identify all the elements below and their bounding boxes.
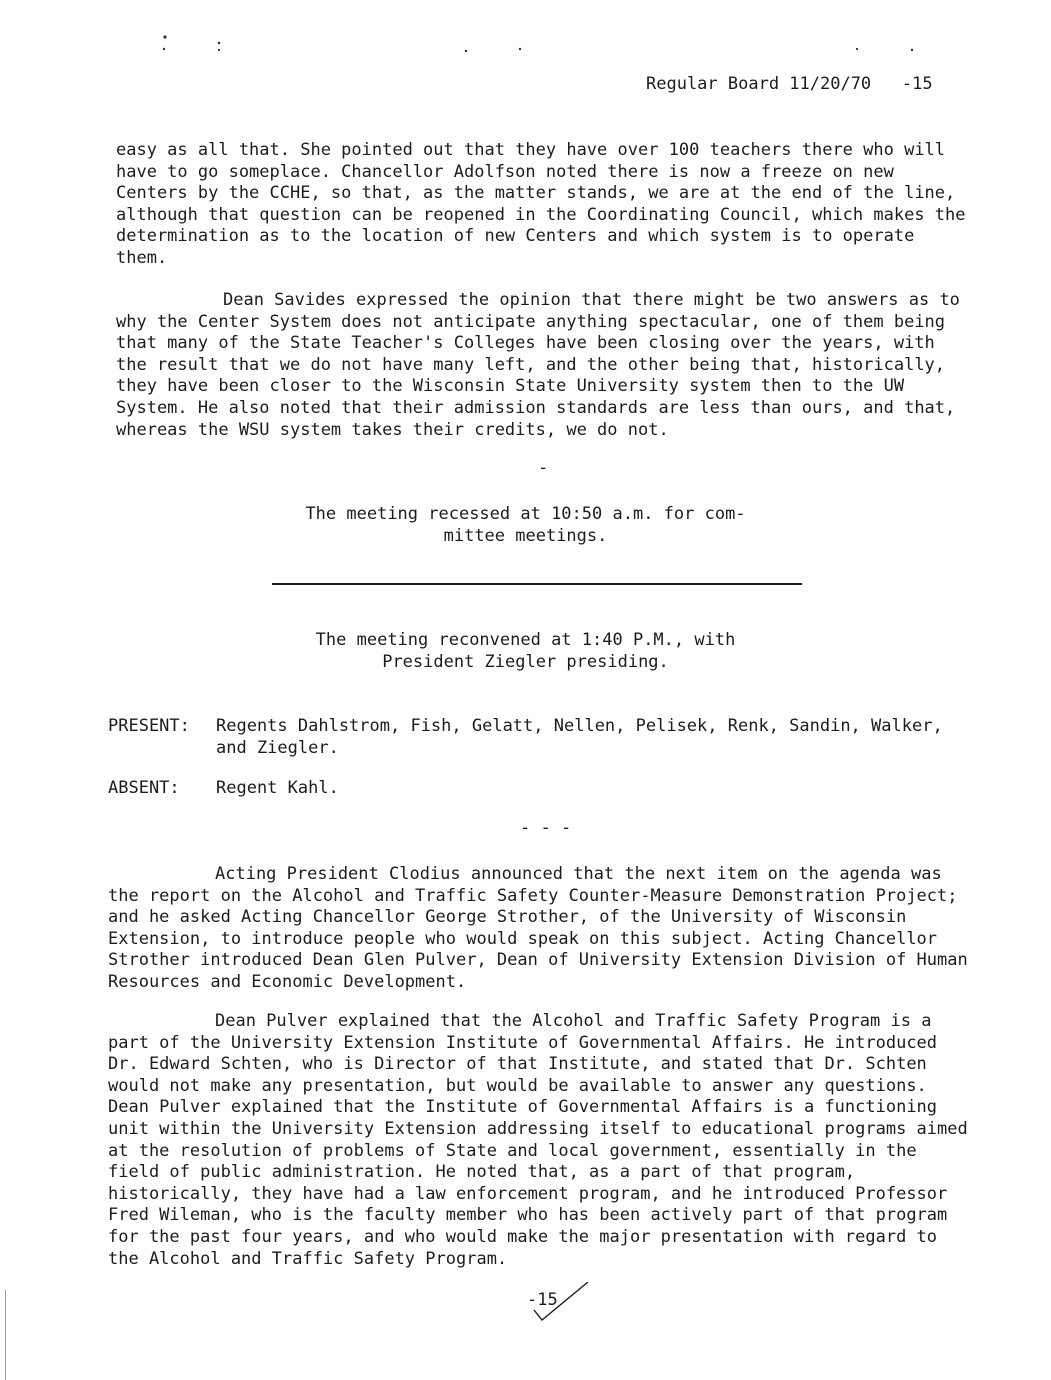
- reconvene-line-2: President Ziegler presiding.: [382, 652, 669, 672]
- reconvene-line-1: The meeting reconvened at 1:40 P.M., with: [315, 630, 736, 650]
- present-list: Regents Dahlstrom, Fish, Gelatt, Nellen, Pelisek, Renk, Sandin, Walker, and Ziegler.: [216, 716, 943, 758]
- header-title: Regular Board 11/20/70: [646, 74, 872, 94]
- scan-edge-line: [5, 1290, 6, 1380]
- scan-specks: [0, 0, 1051, 80]
- footer-folio: -15: [527, 1290, 558, 1310]
- paragraph-dean-savides: Dean Savides expressed the opinion that there might be two answers as to why the Center System does not anticipate anything spectacular, one of them being that many of the State Teacher's Colleges have been closing over the years, with the result that we do not have many left, and the other being that, historically, they have been closer to the Wisconsin State University system then to the UW System. He also noted that their admission standards are less than ours, and that, whereas the WSU system takes their credits, we do not.: [116, 290, 960, 440]
- paragraph-dean-pulver: Dean Pulver explained that the Alcohol and Traffic Safety Program is a part of the University Extension Institute of Governmental Affairs. He introduced Dr. Edward Schten, who is Director of that Institute, and stated that Dr. Schten would not make any presentation, but would be available to answer any questions. Dean Pulver explained that the Institute of Governmental Affairs is a functioning unit within the University Extension addressing itself to educational programs aimed at the resolution of problems of State and local government, essentially in the field of public administration. He noted that, as a part of that program, historically, they have had a law enforcement program, and he introduced Professor Fred Wileman, who is the faculty member who has been actively part of that program for the past four years, and who would make the major presentation with regard to the Alcohol and Traffic Safety Program.: [108, 1011, 968, 1269]
- absent-label: ABSENT:: [108, 778, 180, 798]
- absent-list: Regent Kahl.: [216, 778, 339, 798]
- horizontal-rule: [272, 583, 802, 585]
- section-break: - - -: [520, 818, 572, 838]
- page-header: [646, 74, 933, 94]
- handwritten-check-mark: [520, 1282, 610, 1342]
- header-page-number: -15: [901, 74, 933, 94]
- paragraph-clodius: Acting President Clodius announced that the next item on the agenda was the report on the Alcohol and Traffic Safety Counter-Measure Demonstration Project; and he asked Acting Chancellor George Strother, of the University of Wisconsin Extension, to introduce people who would speak on this subject. Acting Chancellor Strother introduced Dean Glen Pulver, Dean of University Extension Division of Human Resources and Economic Development.: [108, 864, 968, 992]
- recess-line-1: The meeting recessed at 10:50 a.m. for com-: [305, 504, 746, 524]
- recess-line-2: mittee meetings.: [443, 526, 608, 546]
- present-label: PRESENT:: [108, 716, 190, 736]
- paragraph-continuation: easy as all that. She pointed out that they have over 100 teachers there who will have to go someplace. Chancellor Adolfson noted there is now a freeze on new Centers by the CCHE, so that, as the matter stands, we are at the end of the line, although that question can be reopened in the Coordinating Council, which makes the determination as to the location of new Centers and which system is to operate them.: [116, 140, 966, 268]
- separator-dash: -: [538, 458, 549, 478]
